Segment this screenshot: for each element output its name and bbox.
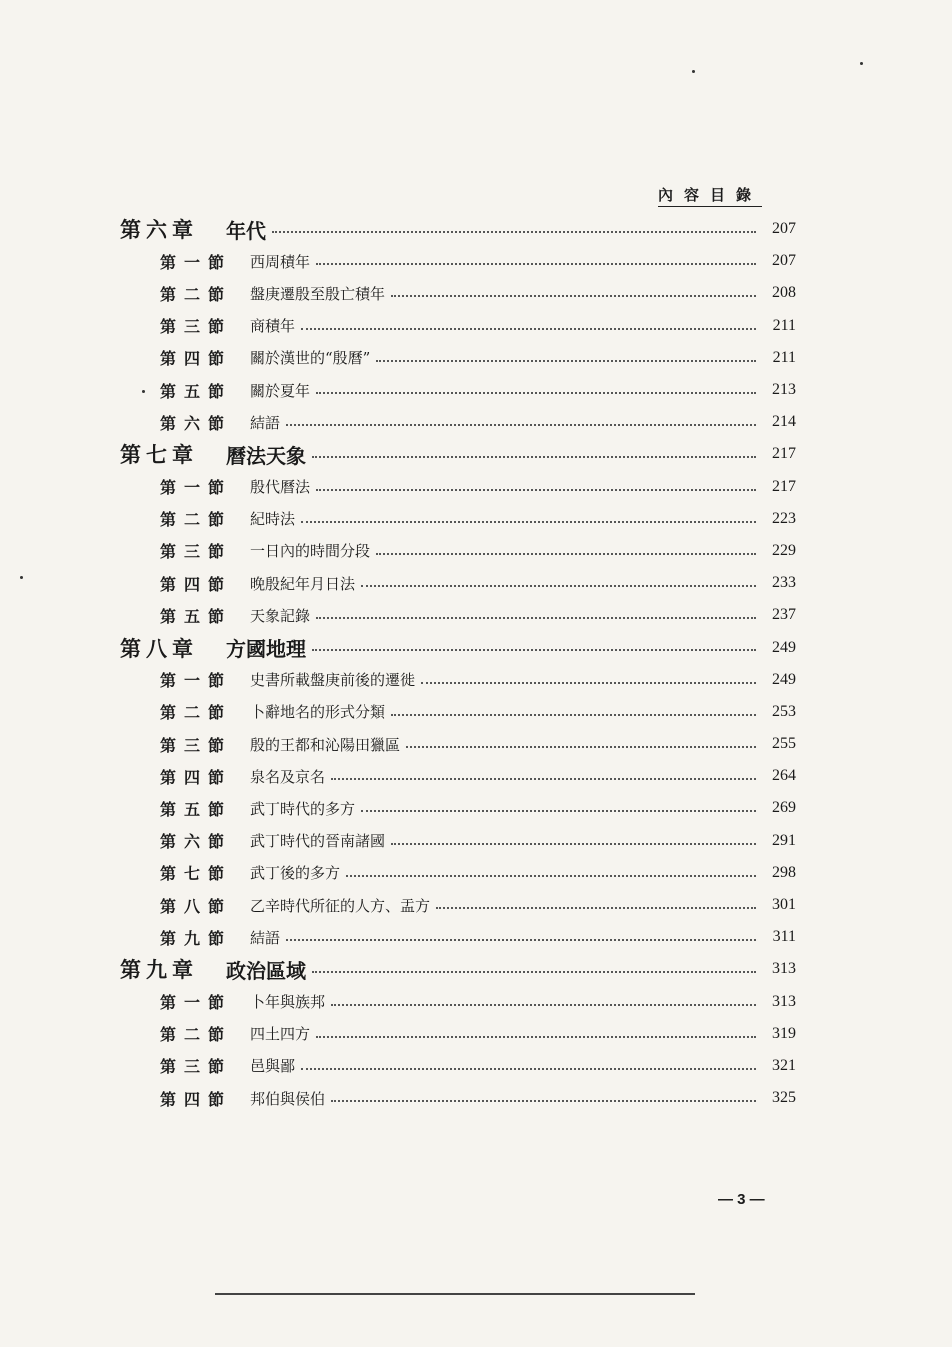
section-title: 史書所載盤庚前後的遷徙	[250, 671, 416, 690]
toc-chapter-row[interactable]	[0, 953, 952, 985]
chapter-title: 曆法天象	[226, 443, 306, 468]
dot-leader	[286, 939, 756, 941]
scan-speck	[20, 576, 23, 579]
section-label: 第三節	[160, 1057, 233, 1077]
section-label: 第二節	[160, 1025, 233, 1045]
section-title: 盤庚遷殷至殷亡積年	[250, 284, 386, 303]
page-number-ref: 269	[772, 799, 796, 817]
dot-leader	[301, 521, 756, 523]
section-title: 武丁後的多方	[250, 864, 341, 883]
bottom-rule	[215, 1293, 695, 1295]
section-title: 四土四方	[250, 1025, 311, 1044]
toc-section-row[interactable]	[0, 503, 952, 535]
page-number-ref: 319	[772, 1024, 796, 1042]
dot-leader	[346, 875, 756, 877]
scan-speck	[860, 62, 863, 65]
dot-leader	[312, 456, 756, 458]
dot-leader	[391, 714, 756, 716]
chapter-title: 政治區域	[226, 958, 306, 983]
page-number-ref: 213	[772, 381, 796, 399]
section-title: 天象記錄	[250, 606, 311, 625]
page-number-ref: 233	[772, 574, 796, 592]
section-title: 紀時法	[250, 510, 296, 529]
section-label: 第二節	[160, 510, 233, 530]
dot-leader	[391, 843, 756, 845]
page-number-ref: 313	[772, 992, 796, 1010]
scan-speck	[142, 390, 145, 393]
page-number-ref: 223	[772, 509, 796, 527]
toc-section-row[interactable]	[0, 921, 952, 953]
toc-chapter-row[interactable]	[0, 631, 952, 663]
toc-section-row[interactable]	[0, 406, 952, 438]
section-label: 第四節	[160, 574, 233, 594]
section-label: 第七節	[160, 864, 233, 884]
dot-leader	[331, 1100, 756, 1102]
page-number-ref: 249	[772, 670, 796, 688]
page-number-ref: 264	[772, 767, 796, 785]
section-title: 卜辭地名的形式分類	[250, 703, 386, 722]
section-label: 第五節	[160, 381, 233, 401]
toc-section-row[interactable]	[0, 567, 952, 599]
toc-section-row[interactable]	[0, 535, 952, 567]
dot-leader	[316, 263, 756, 265]
page-number-ref: 311	[772, 928, 796, 946]
page-number-ref: 211	[772, 348, 796, 366]
page-number-ref: 211	[772, 316, 796, 334]
page-number-ref: 325	[772, 1089, 796, 1107]
section-title: 邦伯與侯伯	[250, 1089, 326, 1108]
page-number-ref: 207	[772, 252, 796, 270]
toc-section-row[interactable]	[0, 310, 952, 342]
chapter-title: 方國地理	[226, 637, 306, 662]
page-number-ref: 249	[772, 638, 796, 656]
section-title: 晚殷紀年月日法	[250, 574, 356, 593]
section-label: 第一節	[160, 478, 233, 498]
section-label: 第二節	[160, 284, 233, 304]
dot-leader	[316, 1036, 756, 1038]
page-number-ref: 214	[772, 413, 796, 431]
page-number-ref: 321	[772, 1056, 796, 1074]
running-header: 內容目錄	[658, 184, 762, 207]
dot-leader	[361, 585, 756, 587]
section-label: 第四節	[160, 349, 233, 369]
section-title: 商積年	[250, 317, 296, 336]
page-number-ref: 208	[772, 284, 796, 302]
section-title: 武丁時代的晉南諸國	[250, 832, 386, 851]
section-title: 結語	[250, 413, 281, 432]
toc-section-row[interactable]	[0, 1082, 952, 1114]
dot-leader	[436, 907, 756, 909]
toc-section-row[interactable]	[0, 1018, 952, 1050]
toc-section-row[interactable]	[0, 471, 952, 503]
section-title: 關於夏年	[250, 381, 311, 400]
page-number-ref: 237	[772, 606, 796, 624]
toc-section-row[interactable]	[0, 857, 952, 889]
dot-leader	[331, 778, 756, 780]
chapter-label: 第八章	[120, 635, 198, 661]
section-label: 第一節	[160, 252, 233, 272]
toc-section-row[interactable]	[0, 342, 952, 374]
toc-section-row[interactable]	[0, 728, 952, 760]
page-number-ref: 298	[772, 863, 796, 881]
scan-speck	[692, 70, 695, 73]
page-number-ref: 255	[772, 735, 796, 753]
chapter-label: 第七章	[120, 442, 198, 468]
section-label: 第二節	[160, 703, 233, 723]
section-title: 西周積年	[250, 252, 311, 271]
chapter-label: 第九章	[120, 957, 198, 983]
section-label: 第三節	[160, 542, 233, 562]
dot-leader	[316, 489, 756, 491]
section-label: 第一節	[160, 993, 233, 1013]
dot-leader	[376, 553, 756, 555]
section-label: 第六節	[160, 413, 233, 433]
toc-section-row[interactable]	[0, 696, 952, 728]
dot-leader	[312, 971, 756, 973]
section-label: 第四節	[160, 767, 233, 787]
dot-leader	[301, 328, 756, 330]
page-number-ref: 217	[772, 445, 796, 463]
page-number-ref: 253	[772, 702, 796, 720]
section-label: 第六節	[160, 832, 233, 852]
section-title: 乙辛時代所征的人方、盂方	[250, 896, 431, 915]
section-label: 第八節	[160, 896, 233, 916]
page-number-ref: 217	[772, 477, 796, 495]
section-label: 第三節	[160, 735, 233, 755]
page-number-ref: 229	[772, 541, 796, 559]
dot-leader	[376, 360, 756, 362]
page-number-ref: 313	[772, 960, 796, 978]
section-label: 第四節	[160, 1089, 233, 1109]
dot-leader	[391, 295, 756, 297]
section-title: 結語	[250, 928, 281, 947]
dot-leader	[361, 810, 756, 812]
section-label: 第五節	[160, 606, 233, 626]
toc-chapter-row[interactable]	[0, 213, 952, 245]
table-of-contents	[0, 213, 952, 1114]
section-title: 殷的王都和沁陽田獵區	[250, 735, 401, 754]
toc-section-row[interactable]	[0, 889, 952, 921]
toc-section-row[interactable]	[0, 825, 952, 857]
dot-leader	[406, 746, 756, 748]
dot-leader	[312, 649, 756, 651]
section-title: 一日內的時間分段	[250, 542, 371, 561]
section-title: 邑與鄙	[250, 1057, 296, 1076]
toc-section-row[interactable]	[0, 792, 952, 824]
page-number-ref: 301	[772, 896, 796, 914]
dot-leader	[301, 1068, 756, 1070]
toc-section-row[interactable]	[0, 760, 952, 792]
page-number: — 3 —	[718, 1191, 765, 1208]
dot-leader	[316, 392, 756, 394]
page-number-ref: 207	[772, 220, 796, 238]
section-label: 第五節	[160, 799, 233, 819]
section-label: 第九節	[160, 928, 233, 948]
dot-leader	[421, 682, 756, 684]
section-title: 卜年與族邦	[250, 993, 326, 1012]
dot-leader	[316, 617, 756, 619]
dot-leader	[331, 1004, 756, 1006]
section-title: 關於漢世的“殷曆”	[250, 349, 371, 368]
toc-section-row[interactable]	[0, 245, 952, 277]
section-title: 殷代曆法	[250, 478, 311, 497]
section-label: 第一節	[160, 671, 233, 691]
toc-chapter-row[interactable]	[0, 438, 952, 470]
section-label: 第三節	[160, 317, 233, 337]
toc-section-row[interactable]	[0, 599, 952, 631]
section-title: 泉名及京名	[250, 767, 326, 786]
section-title: 武丁時代的多方	[250, 799, 356, 818]
toc-section-row[interactable]	[0, 664, 952, 696]
dot-leader	[286, 424, 756, 426]
page-number-ref: 291	[772, 831, 796, 849]
chapter-title: 年代	[226, 218, 266, 243]
toc-section-row[interactable]	[0, 277, 952, 309]
chapter-label: 第六章	[120, 217, 198, 243]
toc-section-row[interactable]	[0, 986, 952, 1018]
dot-leader	[272, 231, 756, 233]
toc-section-row[interactable]	[0, 1050, 952, 1082]
